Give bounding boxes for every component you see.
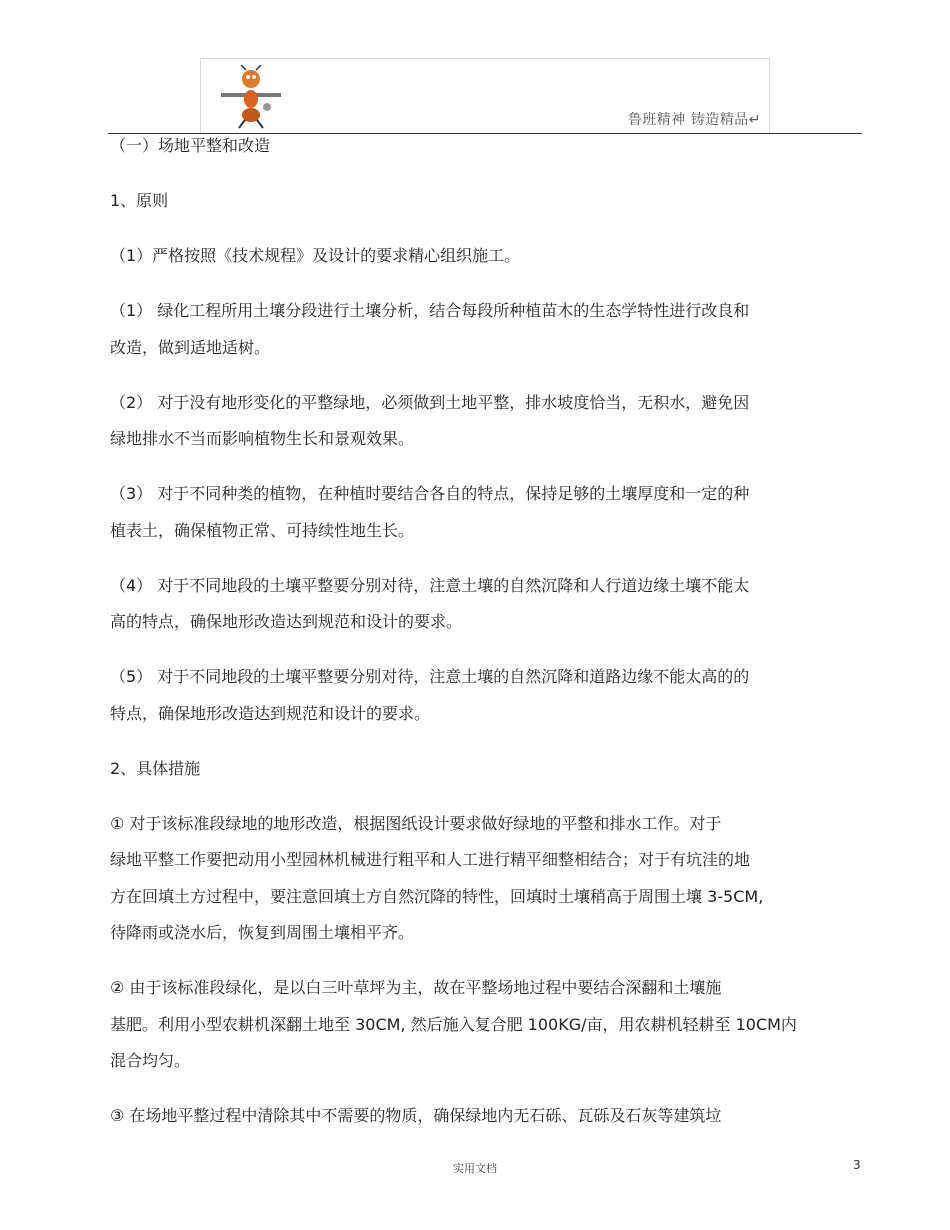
- text-line-p5b: 特点，确保地形改造达到规范和设计的要求。: [110, 704, 431, 723]
- text-line-m1c: 方在回填土方过程中，要注意回填土方自然沉降的特性，回填时土壤稍高于周围土壤 3-5CM,: [110, 887, 764, 906]
- text-line-p1a: （1） 绿化工程所用土壤分段进行土壤分析，结合每段所种植苗木的生态学特性进行改良和: [110, 301, 750, 320]
- text-line-p2b: 绿地排水不当而影响植物生长和景观效果。: [110, 429, 415, 448]
- text-line-p4b: 高的特点，确保地形改造达到规范和设计的要求。: [110, 612, 463, 631]
- text-line-p3a: （3） 对于不同种类的植物，在种植时要结合各自的特点，保持足够的土壤厚度和一定的种: [110, 484, 750, 503]
- text-line-p0: （1）严格按照《技术规程》及设计的要求精心组织施工。: [110, 246, 521, 265]
- text-line-p3b: 植表土，确保植物正常、可持续性地生长。: [110, 521, 415, 540]
- text-line-m1b: 绿地平整工作要把动用小型园林机械进行粗平和人工进行精平细整相结合；对于有坑洼的地: [110, 850, 751, 869]
- text-line-h-measures: 2、具体措施: [110, 759, 201, 778]
- text-line-p2a: （2） 对于没有地形变化的平整绿地，必须做到土地平整，排水坡度恰当，无积水，避免因: [110, 393, 750, 412]
- text-line-m1d: 待降雨或浇水后，恢复到周围土壤相平齐。: [110, 923, 415, 942]
- ant-mascot-icon: [219, 65, 283, 129]
- header-motto: 鲁班精神 铸造精品↵: [627, 112, 761, 128]
- text-line-m2b: 基肥。利用小型农耕机深翻土地至 30CM, 然后施入复合肥 100KG/亩，用农耕机轻耕至 10CM内: [110, 1015, 797, 1034]
- text-line-m2a: ② 由于该标准段绿化，是以白三叶草坪为主，故在平整场地过程中要结合深翻和土壤施: [110, 978, 722, 997]
- text-line-p5a: （5） 对于不同地段的土壤平整要分别对待，注意土壤的自然沉降和道路边缘不能太高的的: [110, 667, 750, 686]
- header-banner: [200, 58, 770, 133]
- text-line-m3a: ③ 在场地平整过程中清除其中不需要的物质，确保绿地内无石砾、瓦砾及石灰等建筑垃: [110, 1106, 722, 1125]
- text-line-m2c: 混合均匀。: [110, 1051, 191, 1070]
- page-number: 3: [853, 1158, 861, 1172]
- text-line-m1a: ① 对于该标准段绿地的地形改造，根据图纸设计要求做好绿地的平整和排水工作。对于: [110, 814, 722, 833]
- text-line-p4a: （4） 对于不同地段的土壤平整要分别对待，注意土壤的自然沉降和人行道边缘土壤不能太: [110, 576, 750, 595]
- text-line-section-heading: （一）场地平整和改造: [110, 136, 271, 155]
- header-rule: [108, 133, 862, 134]
- text-line-h-principle: 1、原则: [110, 191, 169, 210]
- footer-label: 实用文档: [453, 1162, 497, 1175]
- text-line-p1b: 改造，做到适地适树。: [110, 338, 271, 357]
